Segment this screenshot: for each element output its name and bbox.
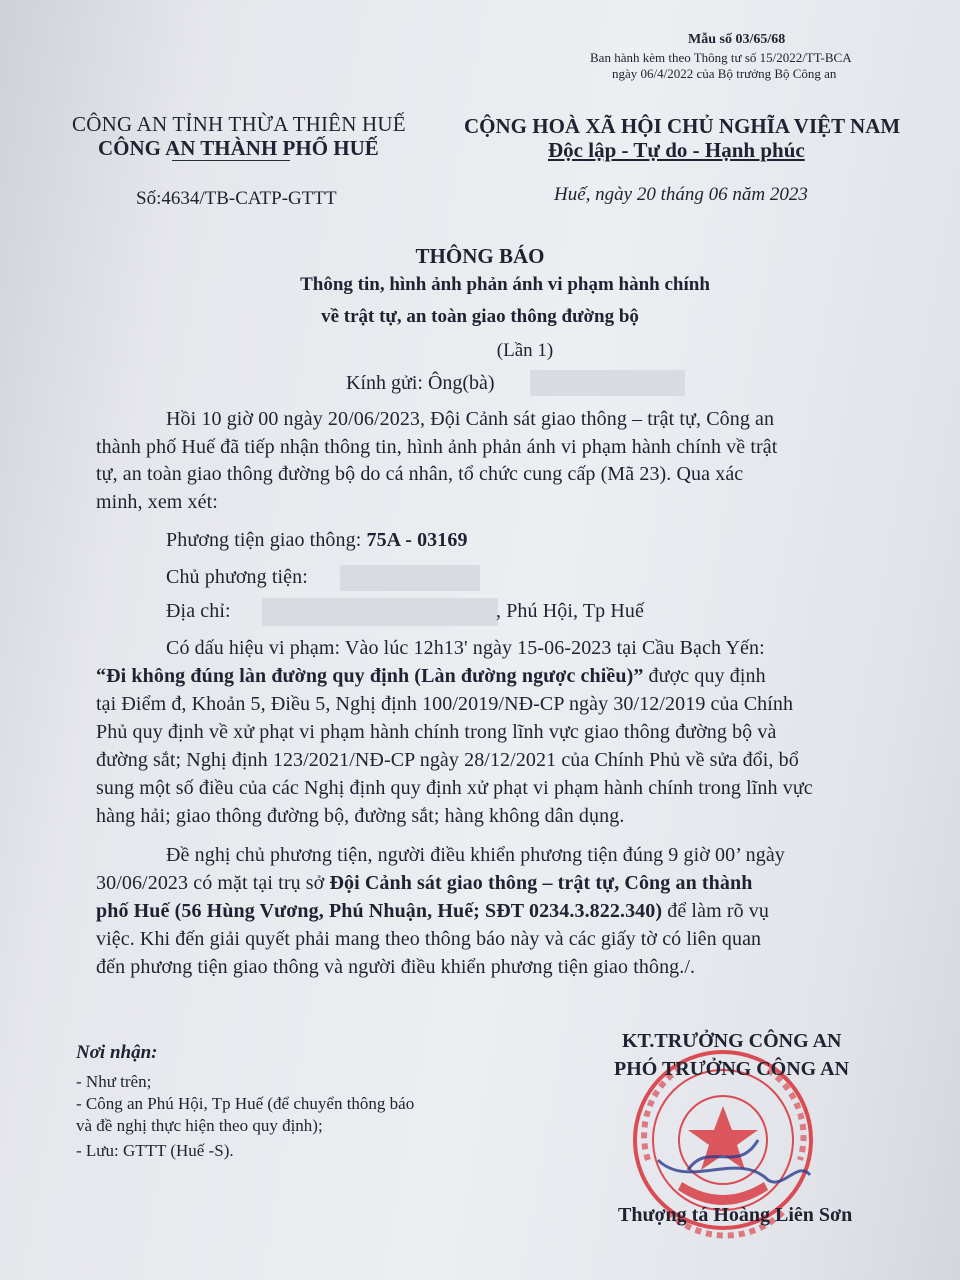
body-text: 30/06/2023 có mặt tại trụ sở — [96, 872, 330, 894]
body-line: sung một số điều của các Nghị định quy định xử phạt vi phạm hành chính trong lĩnh vực — [96, 777, 813, 799]
office-name: Đội Cảnh sát giao thông – trật tự, Công an thành — [329, 872, 753, 894]
recipient-item: - Lưu: GTTT (Huế -S). — [76, 1141, 234, 1160]
signatory-title: KT.TRƯỞNG CÔNG AN — [622, 1030, 842, 1052]
body-line: Có dấu hiệu vi phạm: Vào lúc 12h13' ngày 15-06-2023 tại Cầu Bạch Yến: — [166, 637, 765, 659]
form-number: Mẫu số 03/65/68 — [688, 32, 786, 47]
request-line — [96, 900, 769, 923]
violation-line — [96, 665, 766, 688]
request-line — [96, 872, 752, 895]
country-name: CỘNG HOÀ XÃ HỘI CHỦ NGHĨA VIỆT NAM — [464, 114, 901, 138]
redacted-address — [262, 598, 498, 626]
place-and-date: Huế, ngày 20 tháng 06 năm 2023 — [554, 184, 808, 205]
body-line: Hồi 10 giờ 00 ngày 20/06/2023, Đội Cảnh sát giao thông – trật tự, Công an — [166, 408, 775, 430]
redacted-name — [530, 370, 685, 396]
recipient-item: và đề nghị thực hiện theo quy định); — [76, 1116, 323, 1135]
body-line: Đề nghị chủ phương tiện, người điều khiển phương tiện đúng 9 giờ 00’ ngày — [166, 844, 785, 866]
document-subject: Thông tin, hình ảnh phản ánh vi phạm hành chính — [300, 274, 710, 295]
document-type: THÔNG BÁO — [415, 244, 545, 268]
form-issued-line: ngày 06/4/2022 của Bộ trưởng Bộ Công an — [612, 66, 837, 81]
body-line: tại Điểm đ, Khoản 5, Điều 5, Nghị định 100/2019/NĐ-CP ngày 30/12/2019 của Chính — [96, 693, 794, 715]
body-text: được quy định — [643, 665, 766, 687]
document-number: Số:4634/TB-CATP-GTTT — [136, 188, 337, 209]
recipients-heading: Nơi nhận: — [76, 1042, 158, 1063]
form-issued-line: Ban hành kèm theo Thông tư số 15/2022/TT-BCA — [590, 50, 852, 65]
recipient-salutation: Kính gửi: Ông(bà) — [346, 372, 495, 394]
body-line: minh, xem xét: — [96, 491, 218, 513]
signatory-title: PHÓ TRƯỞNG CÔNG AN — [614, 1058, 850, 1080]
national-motto: Độc lập - Tự do - Hạnh phúc — [548, 138, 805, 162]
agency-name: CÔNG AN THÀNH PHỐ HUẾ — [98, 136, 379, 160]
body-text: để làm rõ vụ — [662, 900, 769, 922]
recipient-item: - Như trên; — [76, 1072, 152, 1091]
vehicle-row — [166, 529, 468, 552]
body-line: việc. Khi đến giải quyết phải mang theo thông báo này và các giấy tờ có liên quan — [96, 928, 762, 950]
body-line: thành phố Huế đã tiếp nhận thông tin, hình ảnh phản ánh vi phạm hành chính về trật — [96, 436, 778, 458]
vehicle-plate: 75A - 03169 — [366, 529, 468, 551]
body-line: hàng hải; giao thông đường bộ, đường sắt; hàng không dân dụng. — [96, 805, 625, 827]
violation-quote: “Đi không đúng làn đường quy định (Làn đường ngược chiều)” — [96, 665, 644, 687]
document-subject: về trật tự, an toàn giao thông đường bộ — [321, 306, 639, 327]
notice-count: (Lần 1) — [496, 340, 554, 361]
vehicle-label: Phương tiện giao thông: — [166, 529, 367, 551]
signer-name: Thượng tá Hoàng Liên Sơn — [618, 1204, 853, 1226]
body-line: đường sắt; Nghị định 123/2021/NĐ-CP ngày 28/12/2021 của Chính Phủ về sửa đổi, bổ — [96, 749, 799, 771]
owner-label: Chủ phương tiện: — [166, 566, 308, 588]
office-address: phố Huế (56 Hùng Vương, Phú Nhuận, Huế; SĐT 0234.3.822.340) — [96, 900, 663, 922]
body-line: Phủ quy định về xử phạt vi phạm hành chính trong lĩnh vực giao thông đường bộ và — [96, 721, 777, 743]
agency-parent: CÔNG AN TỈNH THỪA THIÊN HUẾ — [72, 112, 406, 136]
agency-underline — [172, 160, 290, 161]
body-line: tự, an toàn giao thông đường bộ do cá nhân, tổ chức cung cấp (Mã 23). Qua xác — [96, 463, 744, 485]
address-label: Địa chỉ: — [166, 600, 231, 622]
redacted-owner — [340, 565, 480, 591]
body-line: đến phương tiện giao thông và người điều khiển phương tiện giao thông./. — [96, 956, 696, 978]
address-tail: , Phú Hội, Tp Huế — [496, 600, 644, 622]
recipient-item: - Công an Phú Hội, Tp Huế (để chuyển thông báo — [76, 1094, 415, 1113]
